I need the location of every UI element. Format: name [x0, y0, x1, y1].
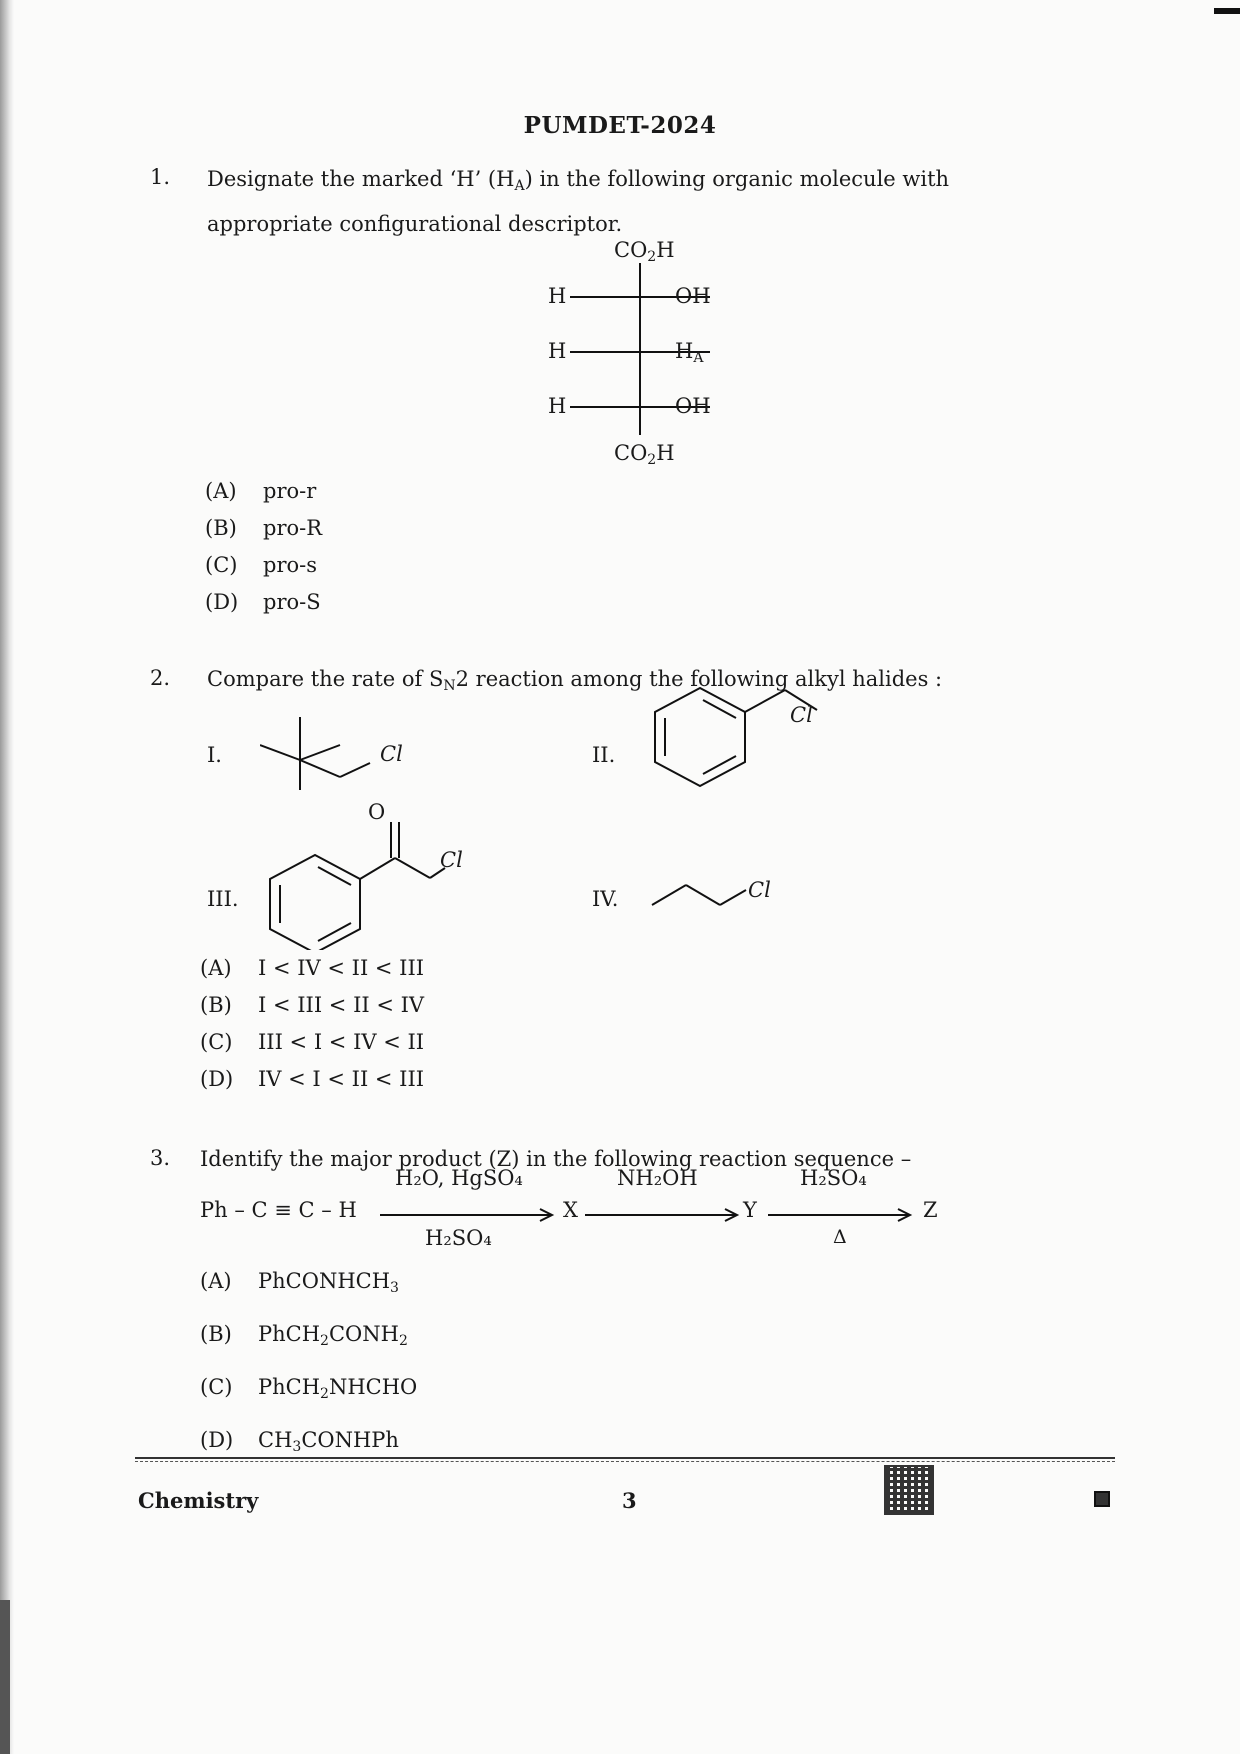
q1-fischer-projection [540, 235, 740, 475]
square-marker-icon [1094, 1491, 1110, 1507]
page-number: 3 [622, 1488, 637, 1513]
q3-options [200, 1258, 417, 1470]
footer-rule [135, 1457, 1115, 1459]
q3-intermediate-x: X [563, 1198, 578, 1222]
q1-bottom-group: $CO_2H$ [614, 441, 675, 468]
q1-row2-left: H [548, 339, 567, 363]
footer-subject: Chemistry [138, 1488, 259, 1513]
q2-option-a[interactable]: (A) I < IV < II < III [200, 956, 425, 980]
q2-label-iii: III. [207, 887, 239, 911]
q2-structure-ii-benzyl-chloride [645, 680, 855, 810]
q3-number: 3. [150, 1146, 171, 1170]
scan-binding-edge [0, 1600, 10, 1754]
q3-arrow-3 [768, 1205, 918, 1225]
q3-option-d[interactable]: (D) $CH_3CONHPh$ [200, 1428, 399, 1455]
q3-option-c[interactable]: (C) PhCH$_2$NHCHO [200, 1375, 418, 1402]
q1-top-group: $CO_2H$ [614, 238, 675, 265]
q1-text [207, 160, 1117, 243]
q2-label-ii: II. [592, 743, 616, 767]
q3-reagent1-top: H₂O, HgSO₄ [395, 1166, 523, 1190]
q3-start-material: Ph – C ≡ C – H [200, 1198, 357, 1222]
q1-option-c[interactable]: (C) pro-s [205, 553, 317, 577]
q3-option-a[interactable]: (A) PhCONHCH$_3$ [200, 1269, 399, 1296]
q2-option-d[interactable]: (D) IV < I < II < III [200, 1067, 425, 1091]
q1-row2-right: $H_A$ [675, 339, 704, 366]
q3-reagent2-top: NH₂OH [617, 1166, 698, 1190]
q1-row1-left: H [548, 284, 567, 308]
q1-number: 1. [150, 165, 171, 189]
q3-reagent1-bottom: H₂SO₄ [425, 1226, 492, 1250]
q2-ii-cl: Cl [790, 703, 813, 727]
q2-structure-iii-phenacyl-chloride [260, 800, 470, 950]
q2-option-b[interactable]: (B) I < III < II < IV [200, 993, 425, 1017]
q2-text: Compare the rate of $S_N2$ reaction among the following alkyl halides : [207, 667, 943, 694]
q2-structure-iv-propyl-chloride [650, 870, 760, 920]
q3-option-b[interactable]: (B) $PhCH_2CONH_2$ [200, 1322, 408, 1349]
corner-mark [1214, 8, 1240, 14]
q3-intermediate-y: Y [743, 1198, 757, 1222]
q2-option-c[interactable]: (C) III < I < IV < II [200, 1030, 425, 1054]
q1-text-line2: appropriate configurational descriptor. [207, 212, 623, 236]
q3-product-z: Z [923, 1198, 938, 1222]
q1-text-line1: Designate the marked ‘H’ $(H_A)$ in the following organic molecule with [207, 167, 950, 194]
q2-iii-cl: Cl [440, 848, 463, 872]
q3-arrow-2 [585, 1205, 745, 1225]
q1-row3-left: H [548, 394, 567, 418]
q2-options [200, 950, 424, 1098]
page-title: PUMDET-2024 [523, 112, 717, 139]
q1-option-d[interactable]: (D) pro-S [205, 590, 321, 614]
q2-iii-o: O [368, 800, 386, 824]
q1-row3-right: OH [675, 394, 711, 418]
q3-reagent3-bottom: Δ [833, 1226, 847, 1248]
footer-rule-dashed [135, 1461, 1115, 1462]
q3-text: Identify the major product (Z) in the following reaction sequence – [200, 1147, 912, 1171]
qr-code-icon [884, 1465, 934, 1515]
q1-option-a[interactable]: (A) pro-r [205, 479, 317, 503]
scan-shadow-edge [0, 0, 14, 1754]
q3-reagent3-top: H₂SO₄ [800, 1166, 867, 1190]
q3-arrow-1 [380, 1205, 560, 1225]
q2-label-iv: IV. [592, 887, 619, 911]
q1-row1-right: OH [675, 284, 711, 308]
q2-iv-cl: Cl [748, 878, 771, 902]
q2-i-cl: Cl [380, 742, 403, 766]
q2-number: 2. [150, 666, 171, 690]
q1-option-b[interactable]: (B) pro-R [205, 516, 323, 540]
q1-options [205, 473, 322, 621]
q2-label-i: I. [207, 743, 222, 767]
